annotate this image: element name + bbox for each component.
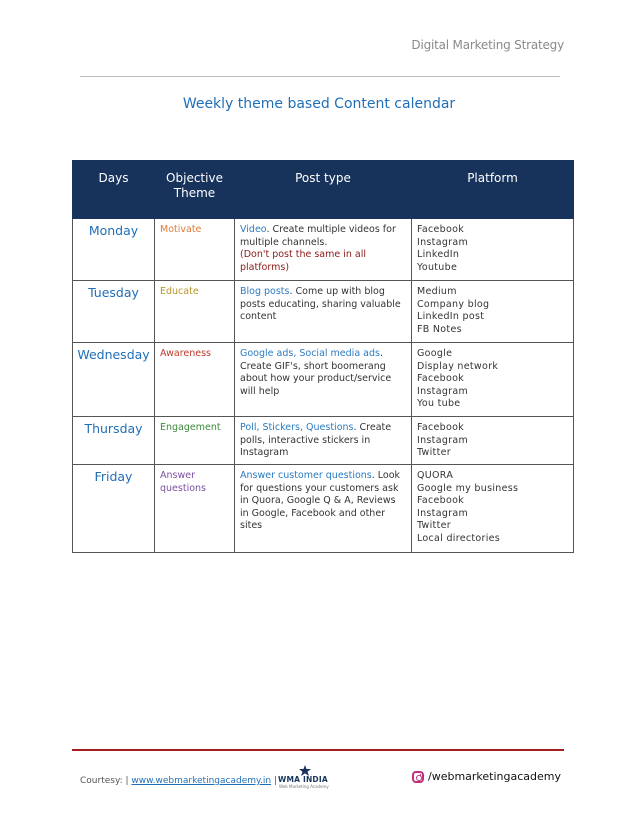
post-type-cell bbox=[235, 281, 412, 343]
post-type-lead: Google ads, Social media ads bbox=[240, 348, 380, 359]
post-type-lead: Video bbox=[240, 224, 267, 235]
credit-prefix: Courtesy: | bbox=[80, 776, 132, 786]
header-objective-theme: Objective Theme bbox=[155, 161, 235, 219]
logo-subtext: Web Marketing Academy bbox=[279, 784, 329, 789]
platform-cell: QUORA Google my business Facebook Instagram Twitter Local directories bbox=[412, 465, 574, 553]
footer-credit bbox=[80, 776, 277, 786]
platform-cell: Medium Company blog LinkedIn post FB Notes bbox=[412, 281, 574, 343]
header-days: Days bbox=[73, 161, 155, 219]
post-type-cell bbox=[235, 343, 412, 417]
post-type-text: . Create multiple videos for multiple channels. bbox=[240, 224, 396, 248]
day-cell: Thursday bbox=[73, 417, 155, 465]
platform-cell: Google Display network Facebook Instagram You tube bbox=[412, 343, 574, 417]
post-type-text: . Create polls, interactive stickers in Instagram bbox=[240, 422, 392, 459]
social-handle-text: /webmarketingacademy bbox=[428, 770, 562, 783]
header-divider bbox=[80, 76, 560, 77]
day-cell: Wednesday bbox=[73, 343, 155, 417]
website-link[interactable]: www.webmarketingacademy.in bbox=[131, 776, 272, 786]
post-type-note: (Don't post the same in all platforms) bbox=[240, 249, 367, 273]
day-cell: Tuesday bbox=[73, 281, 155, 343]
table-row bbox=[73, 343, 574, 417]
table-row bbox=[73, 219, 574, 281]
post-type-lead: Poll, Stickers, Questions bbox=[240, 422, 354, 433]
objective-cell: Engagement bbox=[155, 417, 235, 465]
credit-suffix: | bbox=[271, 776, 278, 786]
objective-cell: Answer questions bbox=[155, 465, 235, 553]
table-row bbox=[73, 465, 574, 553]
post-type-text: . Look for questions your customers ask in Quora, Google Q & A, Reviews in Google, Facebook and other sites bbox=[240, 470, 401, 532]
logo-text: WMA INDIA bbox=[278, 775, 328, 784]
header-title: Digital Marketing Strategy bbox=[411, 38, 564, 52]
day-cell: Monday bbox=[73, 219, 155, 281]
objective-cell: Educate bbox=[155, 281, 235, 343]
post-type-lead: Answer customer questions bbox=[240, 470, 372, 481]
day-cell: Friday bbox=[73, 465, 155, 553]
header-post-type: Post type bbox=[235, 161, 412, 219]
platform-cell: Facebook Instagram Twitter bbox=[412, 417, 574, 465]
post-type-cell bbox=[235, 417, 412, 465]
table-header-row bbox=[73, 161, 574, 219]
footer-divider bbox=[72, 749, 564, 751]
post-type-text: . Come up with blog posts educating, sharing valuable content bbox=[240, 286, 401, 323]
post-type-lead: Blog posts bbox=[240, 286, 290, 297]
instagram-icon bbox=[412, 771, 424, 783]
post-type-text: . Create GIF's, short boomerang about how your product/service will help bbox=[240, 348, 392, 397]
header-platform: Platform bbox=[412, 161, 574, 219]
post-type-cell bbox=[235, 465, 412, 553]
content-calendar-table bbox=[72, 160, 574, 553]
table-row bbox=[73, 281, 574, 343]
objective-cell: Motivate bbox=[155, 219, 235, 281]
post-type-cell bbox=[235, 219, 412, 281]
objective-cell: Awareness bbox=[155, 343, 235, 417]
platform-cell: Facebook Instagram LinkedIn Youtube bbox=[412, 219, 574, 281]
document-title: Weekly theme based Content calendar bbox=[182, 96, 456, 112]
table-row bbox=[73, 417, 574, 465]
wma-logo bbox=[276, 765, 338, 791]
